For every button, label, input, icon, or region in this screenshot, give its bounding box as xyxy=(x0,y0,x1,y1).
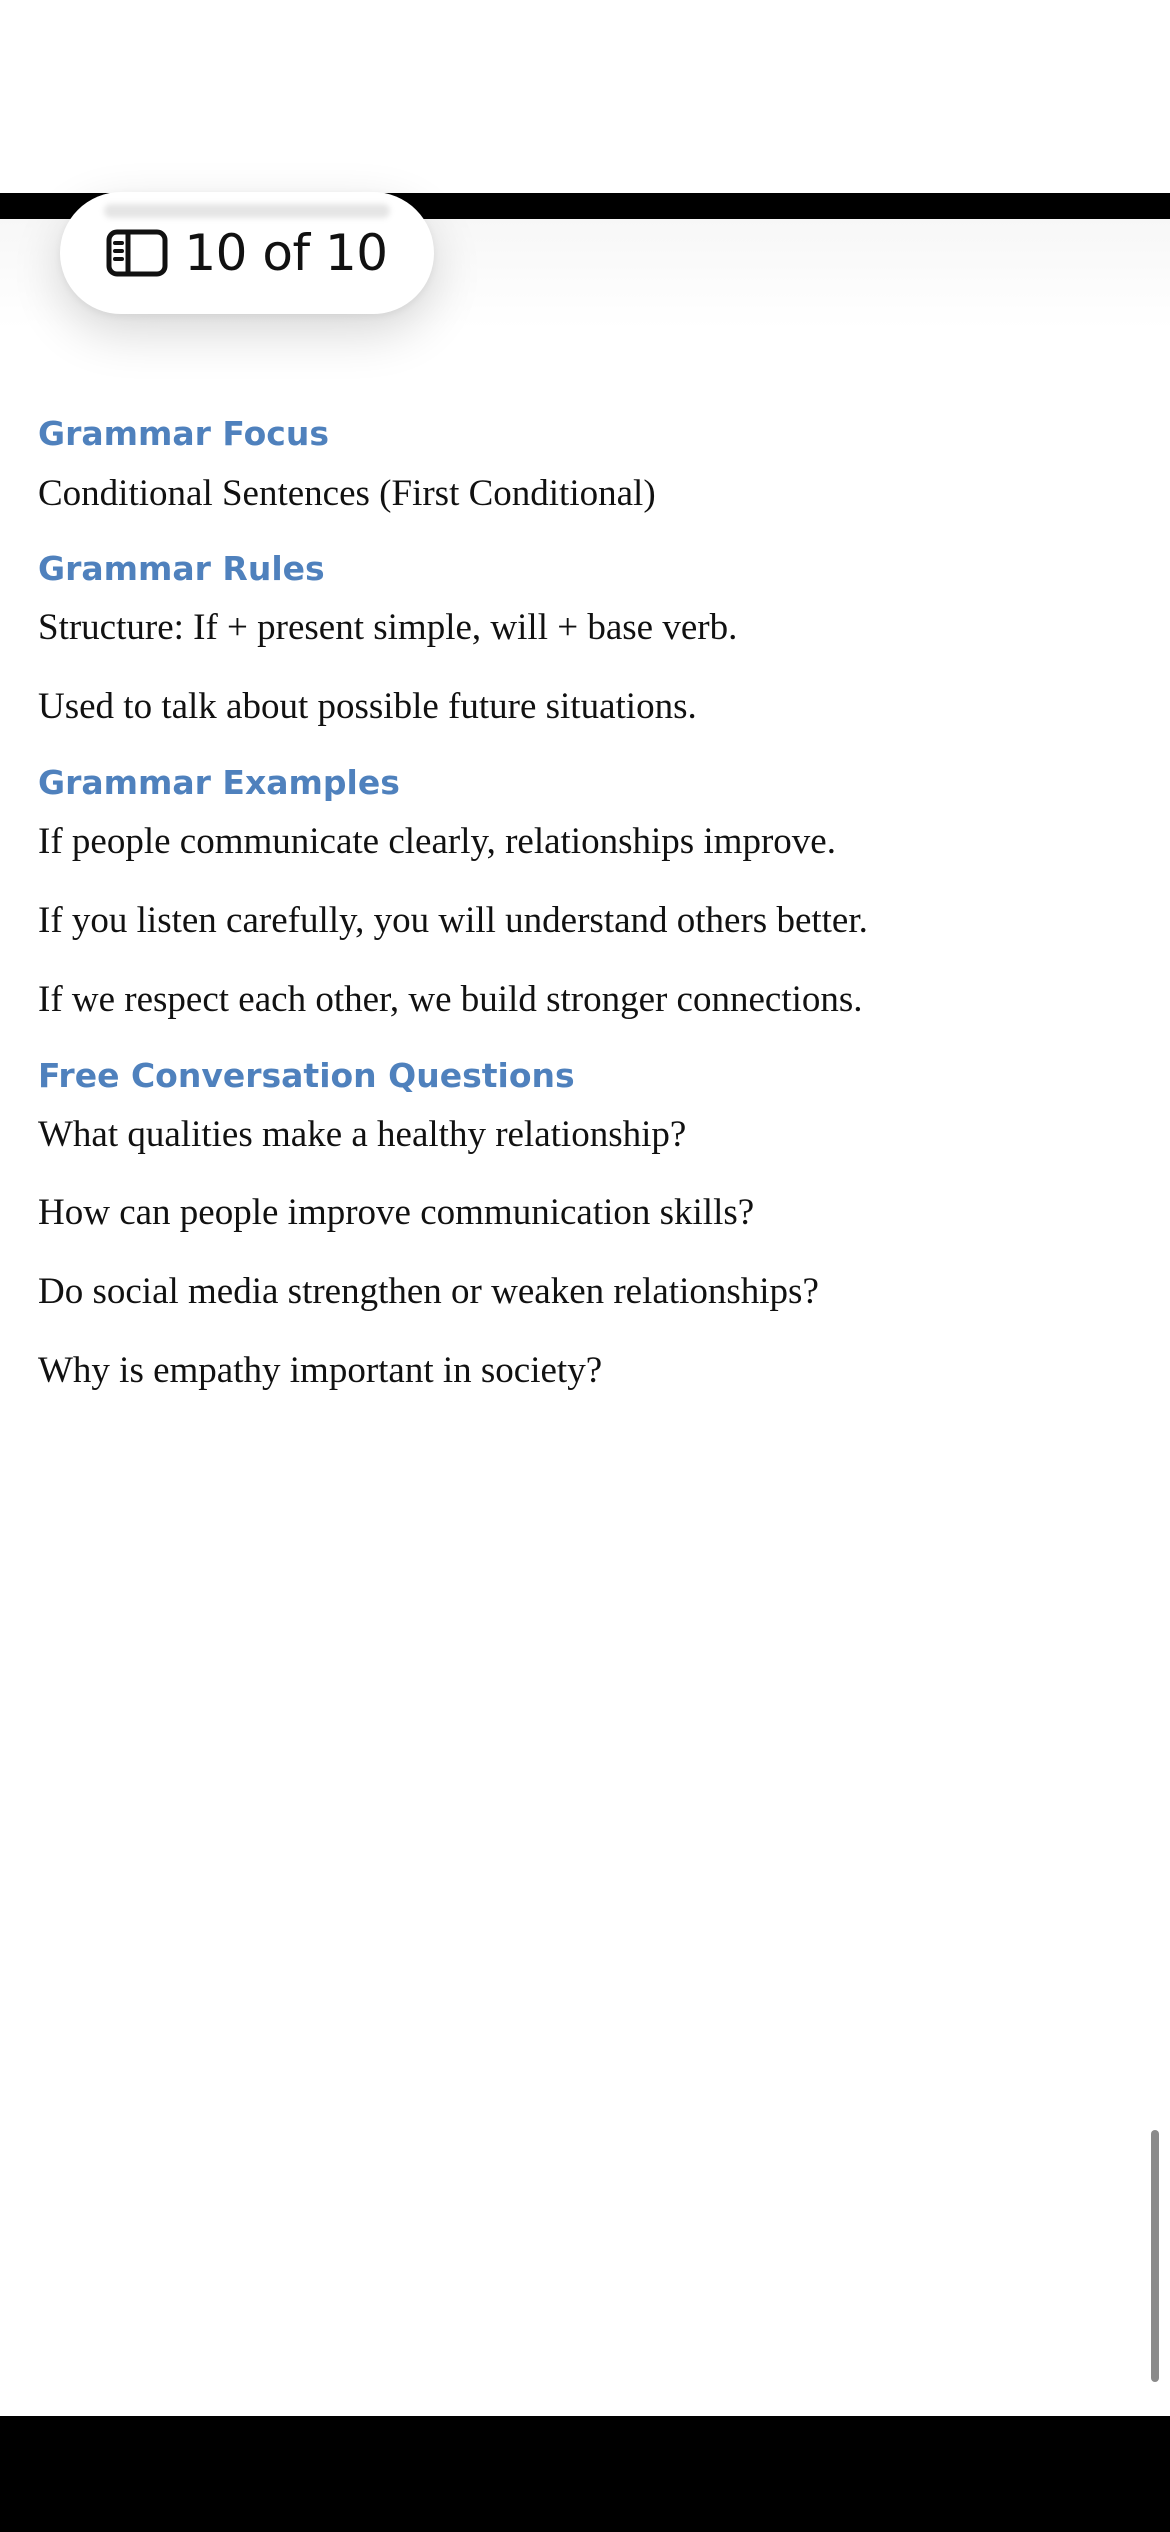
paragraph: Do social media strengthen or weaken relationships? xyxy=(38,1271,819,1312)
paragraph: Conditional Sentences (First Conditional) xyxy=(38,473,656,514)
paragraph: How can people improve communication skills? xyxy=(38,1192,755,1233)
paragraph: If we respect each other, we build stronger connections. xyxy=(38,979,863,1020)
paragraph: If people communicate clearly, relationships improve. xyxy=(38,821,836,862)
sidebar-panel-icon xyxy=(106,229,168,277)
section-heading-grammar-examples: Grammar Examples xyxy=(38,763,400,802)
section-heading-grammar-focus: Grammar Focus xyxy=(38,414,330,453)
paragraph: Used to talk about possible future situations. xyxy=(38,686,697,727)
bottom-bar xyxy=(0,2416,1170,2532)
paragraph: Structure: If + present simple, will + base verb. xyxy=(38,607,738,648)
vertical-scrollbar[interactable] xyxy=(1151,2130,1159,2382)
section-heading-free-conversation: Free Conversation Questions xyxy=(38,1056,575,1095)
paragraph: What qualities make a healthy relationship? xyxy=(38,1114,687,1155)
section-heading-grammar-rules: Grammar Rules xyxy=(38,549,325,588)
top-blank-area xyxy=(0,0,1170,193)
page-indicator-button[interactable] xyxy=(60,192,434,314)
page-count-label: 10 of 10 xyxy=(184,224,388,282)
pill-sheen xyxy=(104,204,390,218)
paragraph: If you listen carefully, you will understand others better. xyxy=(38,900,868,941)
paragraph: Why is empathy important in society? xyxy=(38,1350,603,1391)
